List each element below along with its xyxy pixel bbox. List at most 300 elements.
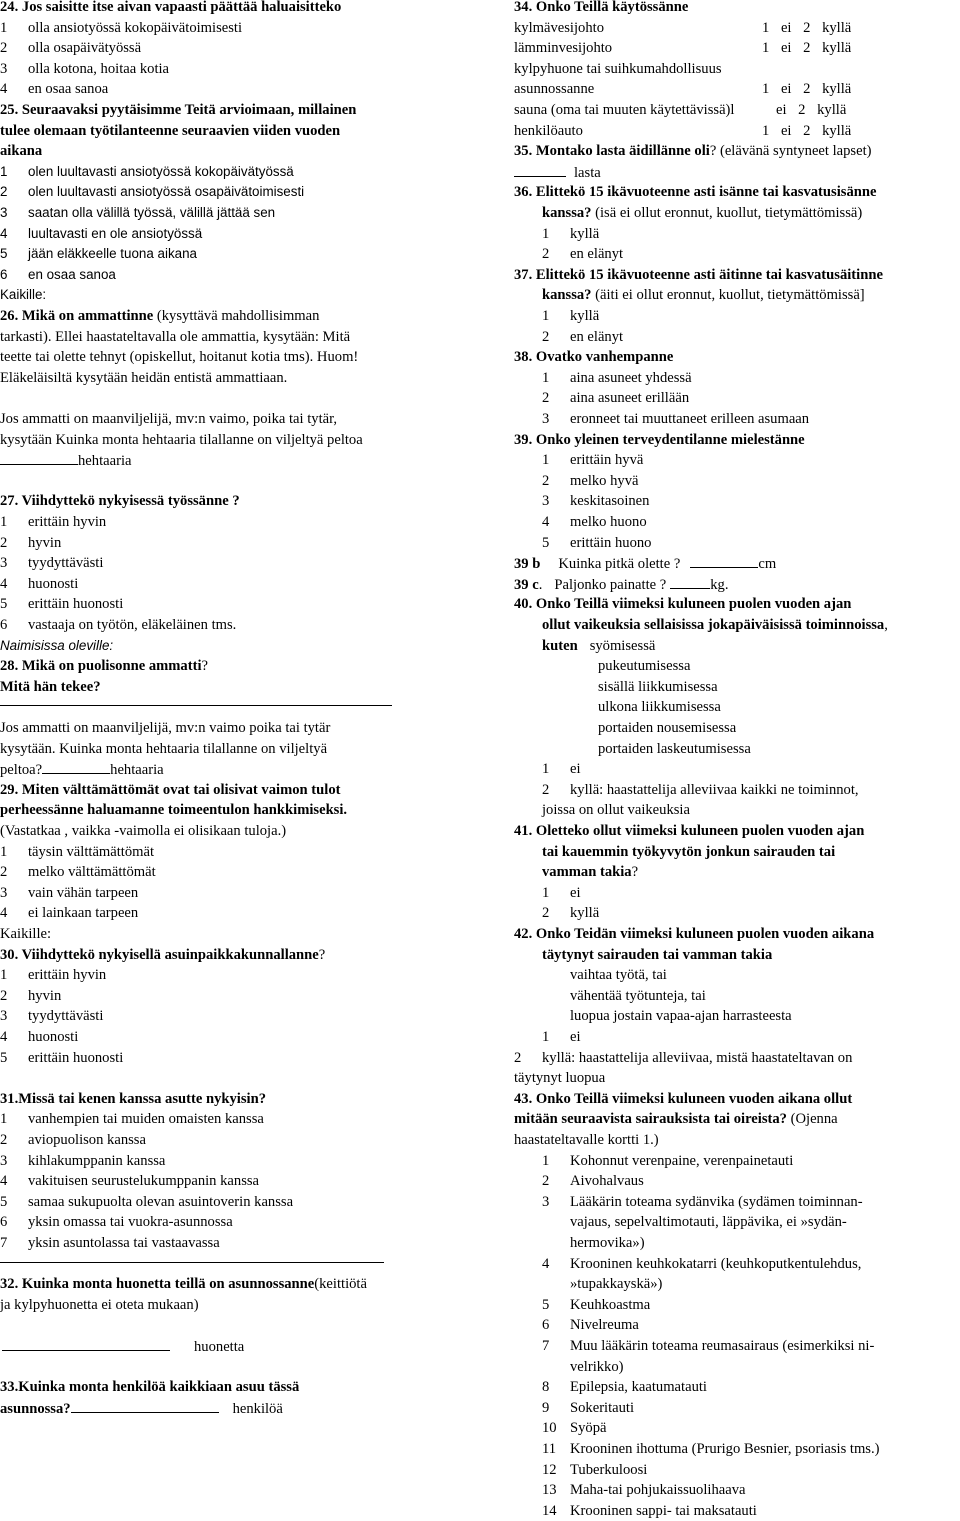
q25-option: [0, 244, 197, 264]
amenity-label: sauna (oma tai muuten käytettävissä)l: [514, 102, 735, 118]
q25-title: [0, 100, 356, 120]
option-text: Tuberkuloosi: [570, 1461, 648, 1478]
option-number: 3: [0, 60, 8, 77]
option-number: 4: [542, 1255, 550, 1272]
option-text: hyvin: [28, 534, 62, 551]
text: (kysyttävä mahdollisimman: [153, 308, 320, 324]
option-text: olla kotona, hoitaa kotia: [28, 60, 170, 77]
q40-option: [542, 780, 859, 800]
q40-activity: [598, 739, 751, 759]
q43-item: [542, 1439, 880, 1459]
q30-title: [0, 945, 325, 965]
option-number: 8: [542, 1379, 550, 1396]
text: kysytään Kuinka monta hehtaaria tilallanne on viljeltyä peltoa: [0, 431, 363, 448]
option-text: erittäin hyvin: [28, 514, 107, 530]
q40-activity: [598, 718, 736, 738]
option-text: tyydyttävästi: [28, 555, 104, 572]
option-number: 1: [542, 225, 550, 242]
q40-activity: [598, 697, 721, 717]
answer-blank[interactable]: [514, 162, 566, 177]
q26-title: [0, 306, 319, 326]
option-number: 4: [0, 905, 8, 922]
q40-activity: [598, 656, 690, 676]
q40-activity: [598, 677, 718, 697]
text: kuten: [542, 637, 578, 654]
option-text: melko välttämättömät: [28, 864, 156, 881]
option-number: 6: [0, 266, 8, 282]
q40-option-cont: [542, 800, 690, 820]
q39-title: [514, 430, 805, 450]
option-number: 1: [0, 1111, 8, 1128]
text: cm: [758, 556, 777, 573]
option-number: 1: [542, 1152, 550, 1169]
amenity-label: kylpyhuone tai suihkumahdollisuus: [514, 60, 722, 77]
q43-item: [542, 1336, 874, 1356]
amenity-row: [514, 100, 847, 120]
text: kysytään. Kuinka monta hehtaaria tilallanne on viljeltyä: [0, 740, 328, 757]
text: vähentää työtunteja, tai: [570, 987, 706, 1004]
q39-option: [542, 471, 639, 491]
q28-subtitle: [0, 677, 101, 697]
option-text: aina asuneet erillään: [570, 390, 690, 407]
text: henkilöä: [232, 1400, 283, 1417]
option-text: ei: [570, 1029, 581, 1045]
option-text: kyllä: [570, 905, 600, 922]
amenity-label: asunnossanne: [514, 81, 595, 98]
q33-line: [0, 1398, 283, 1419]
option-text: täysin välttämättömät: [28, 843, 155, 860]
text: Kaikille:: [0, 926, 52, 942]
q41-title: [514, 821, 864, 841]
option-text: Krooninen sappi- tai maksatauti: [570, 1502, 757, 1519]
q30-option: [0, 1006, 103, 1026]
option-text: saatan olla välillä työssä, välillä jättää sen: [28, 205, 276, 220]
q40-activity: [542, 636, 655, 656]
text: 27. Viihdyttekö nykyisessä työssänne ?: [0, 493, 240, 510]
text: ?: [201, 658, 208, 675]
option-number: 5: [542, 534, 550, 551]
q42-sub: [570, 1006, 792, 1026]
text: (isä ei ollut eronnut, kuollut, tietymättömissä): [591, 205, 863, 221]
text: 31.Missä tai kenen kanssa asutte nykyisin?: [0, 1090, 266, 1107]
option-number: 3: [0, 205, 8, 220]
option-text: Maha-tai pohjukaissuolihaava: [570, 1482, 746, 1499]
option-text: melko hyvä: [570, 472, 639, 489]
farmer-note: [0, 409, 337, 429]
option-text: erittäin hyvin: [28, 967, 107, 984]
text: täytynyt luopua: [514, 1070, 606, 1087]
option-text: hermovika»): [570, 1235, 645, 1251]
q43-item: [542, 1254, 861, 1274]
option-text: vain vähän tarpeen: [28, 884, 139, 901]
text: 25. Seuraavaksi pyytäisimme Teitä arvioimaan, millainen: [0, 102, 357, 118]
q31-option: [0, 1109, 264, 1129]
option-number: 2: [542, 905, 550, 922]
q32-text: [0, 1295, 199, 1315]
q43-note: [514, 1130, 659, 1150]
kaikille-label: [0, 285, 46, 305]
text: haastateltavalle kortti 1.): [514, 1132, 659, 1148]
q43-item: [542, 1151, 793, 1171]
q39-option: [542, 491, 649, 511]
q29-option: [0, 883, 138, 903]
q40-title: [542, 615, 888, 635]
option-number: 9: [542, 1399, 550, 1416]
q30-option: [0, 986, 61, 1006]
q25-option: [0, 162, 294, 182]
option-text: ei: [570, 761, 581, 778]
q39-option: [542, 512, 647, 532]
text: joissa on ollut vaikeuksia: [542, 802, 690, 819]
q41-option: [542, 903, 599, 923]
option-text: Kohonnut verenpaine, verenpainetauti: [570, 1152, 794, 1169]
text: (Vastatkaa , vaikka -vaimolla ei olisikaan tuloja.): [0, 823, 287, 839]
option-number: 3: [0, 555, 8, 572]
text: ja kylpyhuonetta ei oteta mukaan): [0, 1296, 199, 1313]
option-text: kyllä: haastattelija alleviivaa, mistä haastateltavan on: [542, 1049, 853, 1066]
option-text: kyllä: haastattelija alleviivaa kaikki ne toiminnot,: [570, 781, 859, 798]
option-number: 2: [0, 864, 8, 881]
q41-title: [542, 862, 638, 882]
text: 41. Oletteko ollut viimeksi kuluneen puolen vuoden ajan: [514, 823, 865, 839]
q39-option: [542, 533, 651, 553]
text: mitään seuraavista sairauksista tai oireista?: [514, 1111, 787, 1128]
option-text: vakituisen seurustelukumppanin kanssa: [28, 1173, 260, 1190]
option-text: vajaus, sepelvaltimotauti, läppävika, ei »sydän-: [570, 1214, 847, 1231]
q28-title: [0, 656, 208, 676]
text: kanssa?: [542, 287, 592, 304]
q42-option: [514, 1048, 852, 1068]
q37-title: [514, 265, 883, 285]
text: Mitä hän tekee?: [0, 678, 101, 695]
q37-text: [542, 285, 865, 305]
option-text: Epilepsia, kaatumatauti: [570, 1379, 707, 1396]
text: 39. Onko yleinen terveydentilanne mielestänne: [514, 431, 805, 448]
option-text: keskitasoinen: [570, 493, 650, 510]
option-text: Syöpä: [570, 1420, 607, 1437]
option-number: 5: [0, 246, 8, 262]
q25-title: [0, 141, 42, 161]
option-number: 4: [0, 81, 8, 98]
option-text: erittäin hyvä: [570, 452, 644, 469]
text: ? (elävänä syntyneet lapset): [709, 143, 872, 160]
q29-note: [0, 821, 286, 841]
q30-option: [0, 1048, 123, 1068]
q37-option: [542, 306, 599, 326]
text: sisällä liikkumisessa: [598, 678, 718, 695]
amenity-answer: 1 ei 2 kyllä: [762, 122, 852, 139]
q43-item: [542, 1418, 606, 1438]
farmer-note: [0, 739, 327, 759]
text: Naimisissa oleville:: [0, 637, 114, 653]
q34-title: [514, 0, 688, 17]
text: Eläkeläisiltä kysytään heidän entistä ammattiaan.: [0, 369, 288, 386]
rooms-line: [0, 1336, 244, 1357]
q43-item: [542, 1480, 745, 1500]
answer-line[interactable]: [0, 1262, 384, 1263]
q39c-line: [514, 574, 729, 595]
answer-blank[interactable]: [42, 759, 110, 774]
option-text: Sokeritauti: [570, 1399, 635, 1416]
option-text: luultavasti en ole ansiotyössä: [28, 225, 203, 241]
q42-option: [542, 1027, 581, 1047]
text: 37. Elittekö 15 ikävuoteenne asti äitinne tai kasvatusäitinne: [514, 266, 883, 283]
amenity-row: [514, 59, 722, 79]
option-number: 2: [0, 1132, 8, 1148]
text: ?: [631, 864, 639, 881]
option-text: erittäin huonosti: [28, 596, 124, 613]
option-number: 1: [542, 761, 550, 778]
text: huonetta: [194, 1339, 245, 1355]
q25-option: [0, 182, 304, 202]
option-number: 2: [542, 472, 550, 489]
option-number: 7: [542, 1338, 550, 1354]
option-number: 4: [0, 1029, 8, 1045]
q30-option: [0, 965, 106, 985]
amenity-answer: 1 ei 2 kyllä: [762, 19, 852, 36]
option-text: vastaaja on työtön, eläkeläinen tms.: [28, 617, 237, 633]
amenity-row: [514, 121, 852, 141]
answer-blank[interactable]: [71, 1398, 219, 1413]
q24-title: 24. Jos saisitte itse aivan vapaasti päättää haluaisitteko: [0, 0, 342, 15]
answer-blank[interactable]: [2, 1336, 170, 1351]
option-number: 2: [0, 184, 8, 200]
option-text: eronneet tai muuttaneet erilleen asumaan: [570, 411, 810, 427]
text: kanssa?: [542, 205, 592, 221]
option-number: 1: [542, 308, 550, 324]
text: perheessänne haluamanne toimeentulon hankkimiseksi.: [0, 802, 348, 819]
q25-option: [0, 265, 116, 285]
text: 32. Kuinka monta huonetta teillä on asunnossanne: [0, 1276, 315, 1293]
text: ulkona liikkumisessa: [598, 699, 721, 716]
text: 26. Mikä on ammattinne: [0, 308, 154, 324]
q25-option: [0, 203, 275, 223]
text: 39 b: [514, 556, 541, 573]
option-text: Aivohalvaus: [570, 1173, 644, 1190]
text: (Ojenna: [786, 1111, 838, 1128]
text: ?: [318, 946, 326, 963]
q29-option: [0, 862, 156, 882]
option-text: erittäin huonosti: [28, 1049, 124, 1066]
q43-item: [542, 1274, 662, 1294]
q27-option: [0, 533, 61, 553]
option-number: 1: [542, 452, 550, 469]
option-number: 7: [0, 1235, 8, 1251]
option-number: 10: [542, 1420, 557, 1437]
q43-item: [542, 1460, 647, 1480]
amenity-row: [514, 38, 852, 58]
text: Jos ammatti on maanviljelijä, mv:n vaimo poika tai tytär: [0, 720, 331, 736]
option-number: 11: [542, 1441, 557, 1457]
q39-option: [542, 450, 643, 470]
q24-title: [0, 0, 341, 17]
text: .: [538, 576, 543, 593]
q29-option: [0, 842, 154, 862]
option-number: 3: [0, 1152, 8, 1169]
option-number: 5: [542, 1296, 550, 1313]
option-text: »tupakkayskä»): [570, 1276, 663, 1293]
q36-option: [542, 224, 599, 244]
option-text: yksin omassa tai vuokra-asunnossa: [28, 1214, 233, 1231]
q36-option: [542, 244, 623, 264]
q43-item: [542, 1295, 650, 1315]
text: pukeutumisessa: [598, 658, 691, 675]
q31-option: [0, 1233, 220, 1253]
q24-option: [0, 18, 242, 38]
option-text: huonosti: [28, 575, 79, 592]
q38-option: [542, 388, 689, 408]
option-number: 6: [0, 1214, 8, 1231]
option-number: 2: [0, 534, 8, 551]
option-number: 1: [542, 1029, 550, 1045]
q38-title: [514, 347, 673, 367]
married-label: [0, 636, 113, 656]
option-text: vanhempien tai muiden omaisten kanssa: [28, 1111, 264, 1128]
option-number: 2: [542, 390, 550, 407]
option-text: Nivelreuma: [570, 1317, 639, 1334]
text: vaihtaa työtä, tai: [570, 967, 667, 984]
hectare-line: [0, 450, 131, 471]
q26-text: [0, 327, 350, 347]
option-text: samaa sukupuolta olevan asuintoverin kanssa: [28, 1193, 294, 1210]
option-number: 2: [0, 40, 8, 57]
q40-option: [542, 759, 581, 779]
q27-option: [0, 574, 78, 594]
option-text: tyydyttävästi: [28, 1008, 104, 1025]
q25-option: [0, 224, 202, 244]
text: 39 c: [514, 576, 539, 593]
q43-item: [542, 1315, 639, 1335]
text: tai kauemmin työkyvytön jonkun sairauden tai: [542, 843, 836, 860]
option-text: huonosti: [28, 1029, 79, 1045]
text: täytynyt sairauden tai vamman takia: [542, 946, 773, 963]
q30-option: [0, 1027, 78, 1047]
q43-item: [542, 1171, 644, 1191]
option-text: melko huono: [570, 514, 647, 530]
q27-title: [0, 491, 240, 511]
answer-line[interactable]: [0, 705, 392, 706]
option-text: Krooninen ihottuma (Prurigo Besnier, psoriasis tms.): [570, 1441, 880, 1457]
text: asunnossa?: [0, 1400, 71, 1417]
text: 38. Ovatko vanhempanne: [514, 349, 674, 366]
q31-title: [0, 1089, 266, 1109]
amenity-answer: 1 ei 2 kyllä: [762, 81, 852, 98]
text: (keittiötä: [314, 1276, 367, 1293]
farmer-note: [0, 430, 363, 450]
q31-option: [0, 1192, 293, 1212]
q31-option: [0, 1171, 259, 1191]
hectare-line: [0, 759, 164, 780]
text: syömisessä: [589, 637, 656, 654]
text: Kuinka pitkä olette ?: [558, 556, 681, 573]
text: portaiden nousemisessa: [598, 720, 737, 736]
option-text: olla ansiotyössä kokopäivätoimisesti: [28, 19, 243, 36]
option-text: en elänyt: [570, 246, 624, 263]
option-number: 4: [0, 575, 8, 592]
option-number: 12: [542, 1461, 557, 1478]
q40-title: [514, 594, 851, 614]
q25-title: [0, 121, 340, 141]
option-text: hyvin: [28, 987, 62, 1004]
option-text: Keuhkoastma: [570, 1296, 651, 1313]
q39b-line: [514, 553, 776, 574]
q27-option: [0, 594, 123, 614]
option-number: 2: [542, 1173, 550, 1190]
q43-title: [514, 1089, 852, 1109]
answer-blank[interactable]: [690, 553, 758, 568]
option-number: 1: [0, 19, 8, 36]
q43-item: [542, 1233, 645, 1253]
option-text: kyllä: [570, 308, 600, 324]
q31-option: [0, 1130, 146, 1150]
option-number: 1: [542, 884, 550, 901]
amenity-label: kylmävesijohto: [514, 19, 604, 36]
children-line: [514, 162, 601, 183]
q43-item: [542, 1357, 624, 1377]
option-number: 2: [542, 246, 550, 263]
q27-option: [0, 615, 236, 635]
option-number: 4: [0, 225, 8, 241]
text: 33.Kuinka monta henkilöä kaikkiaan asuu tässä: [0, 1379, 300, 1396]
amenity-label: henkilöauto: [514, 122, 583, 139]
answer-blank[interactable]: [670, 574, 710, 589]
option-number: 3: [542, 1193, 550, 1210]
option-text: jään eläkkeelle tuona aikana: [28, 246, 197, 262]
q35-title: [514, 141, 872, 161]
q24-option: [0, 59, 169, 79]
option-number: 6: [542, 1317, 550, 1334]
q27-option: [0, 553, 103, 573]
q38-option: [542, 409, 809, 429]
text: Paljonko painatte ?: [554, 576, 667, 593]
text: 35. Montako lasta äidillänne oli: [514, 143, 710, 160]
option-number: 6: [0, 617, 8, 633]
q24-option: [0, 79, 108, 99]
option-number: 2: [542, 328, 550, 345]
q43-item: [542, 1398, 634, 1418]
q42-option-cont: [514, 1068, 605, 1088]
answer-blank[interactable]: [0, 450, 78, 465]
option-text: velrikko): [570, 1358, 624, 1375]
q43-item: [542, 1377, 707, 1397]
text: Jos ammatti on maanviljelijä, mv:n vaimo, poika tai tytär,: [0, 411, 338, 427]
text: 42. Onko Teidän viimeksi kuluneen puolen vuoden aikana: [514, 926, 875, 942]
q42-sub: [570, 965, 667, 985]
option-text: olen luultavasti ansiotyössä osapäivätoimisesti: [28, 184, 305, 200]
option-number: 5: [0, 596, 8, 613]
option-text: kihlakumppanin kanssa: [28, 1152, 166, 1169]
q24-option: [0, 38, 141, 58]
option-text: aviopuolison kanssa: [28, 1132, 146, 1148]
q42-sub: [570, 986, 706, 1006]
option-number: 5: [0, 1193, 8, 1210]
q31-option: [0, 1151, 165, 1171]
q29-title: [0, 780, 340, 800]
text: peltoa?: [0, 762, 43, 779]
option-number: 5: [0, 1049, 8, 1066]
text: Kaikille:: [0, 287, 47, 303]
q41-option: [542, 883, 581, 903]
option-number: 3: [0, 884, 8, 901]
text: hehtaaria: [78, 453, 132, 470]
text: 36. Elittekö 15 ikävuoteenne asti isänne tai kasvatusisänne: [514, 184, 877, 201]
text: 34. Onko Teillä käytössänne: [514, 0, 689, 15]
option-number: 1: [0, 163, 8, 179]
option-text: aina asuneet yhdessä: [570, 369, 692, 386]
text: portaiden laskeutumisessa: [598, 740, 751, 757]
q33-title: [0, 1377, 299, 1397]
text: (äiti ei ollut eronnut, kuollut, tietymättömissä]: [591, 287, 865, 304]
